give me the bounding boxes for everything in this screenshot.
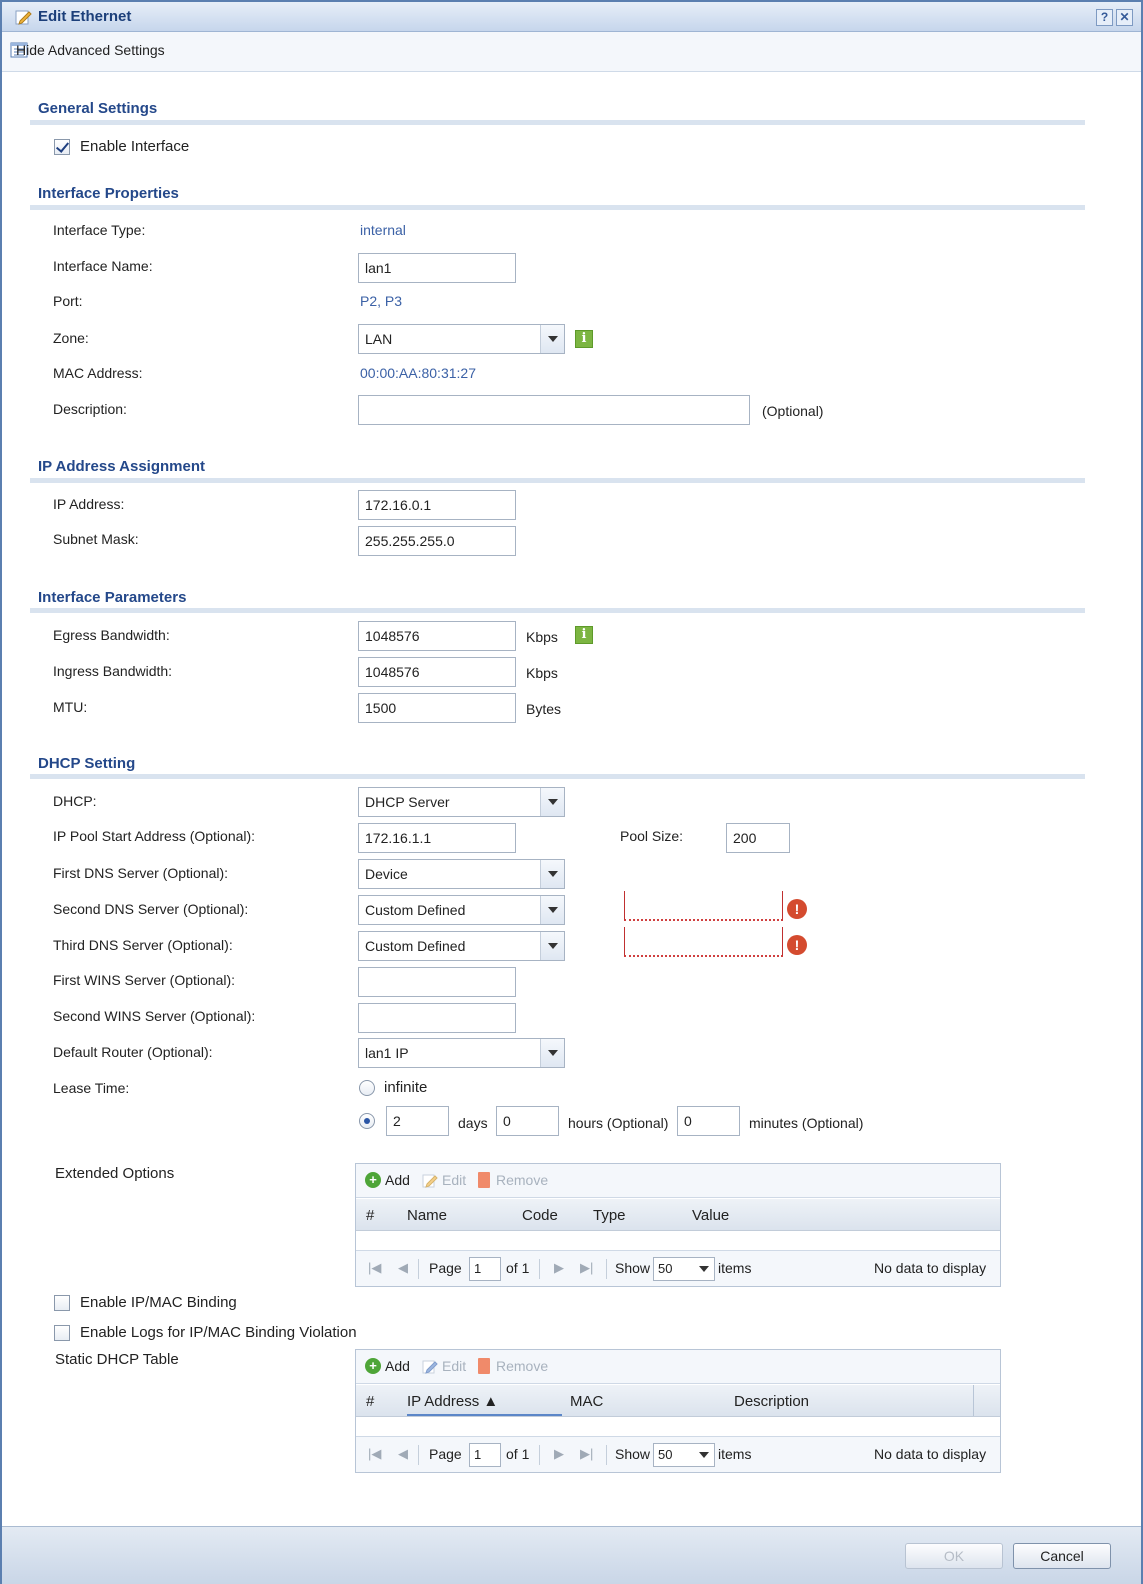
dhcp-mode-value: DHCP Server <box>365 794 450 810</box>
edit-icon <box>422 1172 438 1188</box>
chevron-down-icon <box>540 1039 564 1067</box>
mtu-label: MTU: <box>53 699 88 715</box>
items-label: items <box>718 1260 752 1276</box>
hide-advanced-settings-button[interactable] <box>10 42 165 58</box>
edit-button[interactable] <box>422 1172 466 1188</box>
items-label: items <box>718 1446 752 1462</box>
table-pager <box>356 1436 1000 1472</box>
section-divider <box>30 608 1085 613</box>
pool-size-label: Pool Size: <box>620 828 684 844</box>
column-divider <box>973 1385 974 1416</box>
chevron-down-icon <box>540 860 564 888</box>
egress-unit: Kbps <box>526 629 558 645</box>
separator <box>606 1445 607 1465</box>
add-label: Add <box>385 1172 410 1188</box>
column-header[interactable]: # <box>366 1207 375 1224</box>
pool-start-label: IP Pool Start Address (Optional): <box>53 828 256 844</box>
third-dns-label: Third DNS Server (Optional): <box>53 937 233 953</box>
dhcp-setting-heading: DHCP Setting <box>38 755 136 772</box>
lease-hours-field[interactable]: 0 <box>496 1106 559 1136</box>
general-settings-heading: General Settings <box>38 100 158 117</box>
pool-start-field[interactable]: 172.16.1.1 <box>358 823 516 853</box>
remove-button[interactable] <box>478 1358 548 1374</box>
column-header[interactable]: Name <box>407 1207 448 1224</box>
mac-address-value: 00:00:AA:80:31:27 <box>360 365 476 381</box>
prev-page-icon[interactable]: ◀ <box>398 1446 408 1461</box>
third-dns-select[interactable] <box>358 931 565 961</box>
second-dns-value: Custom Defined <box>365 902 466 918</box>
add-icon: + <box>365 1172 381 1188</box>
interface-parameters-heading: Interface Parameters <box>38 589 187 606</box>
egress-bandwidth-label: Egress Bandwidth: <box>53 627 170 643</box>
lease-infinite-radio[interactable] <box>359 1080 375 1096</box>
first-dns-label: First DNS Server (Optional): <box>53 865 229 881</box>
mtu-field[interactable]: 1500 <box>358 693 516 723</box>
second-dns-select[interactable] <box>358 895 565 925</box>
lease-time-label: Lease Time: <box>53 1080 130 1096</box>
subnet-mask-field[interactable]: 255.255.255.0 <box>358 526 516 556</box>
page-size-select[interactable] <box>653 1257 715 1281</box>
empty-label: No data to display <box>874 1446 987 1462</box>
page-size-select[interactable] <box>653 1443 715 1467</box>
page-of-label: of 1 <box>506 1260 530 1276</box>
dialog-footer <box>2 1526 1141 1584</box>
mac-address-label: MAC Address: <box>53 365 143 381</box>
remove-button[interactable] <box>478 1172 548 1188</box>
help-icon: ? <box>1100 10 1109 24</box>
help-button[interactable] <box>1096 9 1113 26</box>
close-icon: ✕ <box>1119 10 1130 24</box>
hide-advanced-settings-label: Hide Advanced Settings <box>16 42 165 58</box>
enable-interface-label: Enable Interface <box>80 138 190 155</box>
chevron-down-icon <box>540 932 564 960</box>
edit-label: Edit <box>442 1172 467 1188</box>
interface-name-field[interactable]: lan1 <box>358 253 516 283</box>
lease-hours-label: hours (Optional) <box>568 1115 669 1131</box>
trash-icon <box>478 1358 490 1374</box>
zone-select-value: LAN <box>365 331 393 347</box>
page-number-field[interactable]: 1 <box>469 1443 501 1467</box>
next-page-icon[interactable]: ▶ <box>554 1260 564 1275</box>
trash-icon <box>478 1172 490 1188</box>
section-divider <box>30 120 1085 125</box>
third-dns-custom-field[interactable] <box>624 927 783 957</box>
first-page-icon[interactable]: |◀ <box>368 1260 382 1275</box>
remove-label: Remove <box>496 1172 549 1188</box>
ip-address-field[interactable]: 172.16.0.1 <box>358 490 516 520</box>
title-bar <box>2 2 1141 32</box>
page-label: Page <box>429 1446 462 1462</box>
table-pager <box>356 1250 1000 1286</box>
description-field[interactable] <box>358 395 750 425</box>
dhcp-mode-select[interactable] <box>358 787 565 817</box>
default-router-label: Default Router (Optional): <box>53 1044 213 1060</box>
lease-minutes-label: minutes (Optional) <box>749 1115 864 1131</box>
add-icon: + <box>365 1358 381 1374</box>
edit-button[interactable] <box>422 1358 466 1374</box>
first-dns-value: Device <box>365 866 408 882</box>
ingress-bandwidth-label: Ingress Bandwidth: <box>53 663 173 679</box>
show-label: Show <box>615 1260 651 1276</box>
enable-ip-mac-binding-label: Enable IP/MAC Binding <box>80 1294 237 1311</box>
page-number-field[interactable]: 1 <box>469 1257 501 1281</box>
zone-select[interactable] <box>358 324 565 354</box>
second-dns-custom-field[interactable] <box>624 891 783 921</box>
separator <box>539 1259 540 1279</box>
lease-days-field[interactable]: 2 <box>386 1106 449 1136</box>
port-label: Port: <box>53 293 83 309</box>
separator <box>418 1445 419 1465</box>
separator <box>418 1259 419 1279</box>
egress-bandwidth-field[interactable]: 1048576 <box>358 621 516 651</box>
error-icon: ! <box>787 935 807 955</box>
second-wins-label: Second WINS Server (Optional): <box>53 1008 256 1024</box>
static-dhcp-table <box>355 1349 1001 1473</box>
info-icon[interactable]: i <box>575 330 593 348</box>
default-router-select[interactable] <box>358 1038 565 1068</box>
chevron-down-icon <box>540 896 564 924</box>
lease-custom-radio[interactable] <box>359 1113 375 1129</box>
show-label: Show <box>615 1446 651 1462</box>
page-of-label: of 1 <box>506 1446 530 1462</box>
ingress-unit: Kbps <box>526 665 558 681</box>
port-value: P2, P3 <box>360 293 403 309</box>
third-dns-value: Custom Defined <box>365 938 466 954</box>
extended-options-table <box>355 1163 1001 1287</box>
enable-interface-checkbox[interactable] <box>54 139 70 155</box>
ok-button[interactable]: OK <box>905 1543 1003 1569</box>
section-divider <box>30 478 1085 483</box>
table-header <box>356 1385 1000 1417</box>
add-button[interactable] <box>365 1358 410 1374</box>
chevron-down-icon <box>540 788 564 816</box>
separator <box>606 1259 607 1279</box>
chevron-down-icon <box>540 325 564 353</box>
table-header <box>356 1199 1000 1231</box>
description-label: Description: <box>53 401 127 417</box>
ingress-bandwidth-field[interactable]: 1048576 <box>358 657 516 687</box>
edit-label: Edit <box>442 1358 467 1374</box>
zone-label: Zone: <box>53 330 89 346</box>
cancel-button[interactable]: Cancel <box>1013 1543 1111 1569</box>
column-header[interactable]: Description <box>734 1393 810 1410</box>
last-page-icon[interactable]: ▶| <box>580 1446 594 1461</box>
column-header[interactable]: Value <box>692 1207 730 1224</box>
prev-page-icon[interactable]: ◀ <box>398 1260 408 1275</box>
column-header[interactable]: # <box>366 1393 375 1410</box>
description-optional-hint: (Optional) <box>762 403 824 419</box>
column-header[interactable]: Code <box>522 1207 558 1224</box>
first-wins-label: First WINS Server (Optional): <box>53 972 236 988</box>
default-router-value: lan1 IP <box>365 1045 409 1061</box>
last-page-icon[interactable]: ▶| <box>580 1260 594 1275</box>
interface-type-value: internal <box>360 222 406 238</box>
mtu-unit: Bytes <box>526 701 562 717</box>
second-wins-field[interactable] <box>358 1003 516 1033</box>
pool-size-field[interactable]: 200 <box>726 823 790 853</box>
subnet-mask-label: Subnet Mask: <box>53 531 139 547</box>
next-page-icon[interactable]: ▶ <box>554 1446 564 1461</box>
section-divider <box>30 774 1085 779</box>
add-label: Add <box>385 1358 410 1374</box>
enable-binding-logs-label: Enable Logs for IP/MAC Binding Violation <box>80 1324 357 1341</box>
dialog-title: Edit Ethernet <box>38 8 132 25</box>
page-label: Page <box>429 1260 462 1276</box>
close-button[interactable] <box>1116 9 1133 26</box>
enable-ip-mac-binding-checkbox[interactable] <box>54 1295 70 1311</box>
add-button[interactable] <box>365 1172 410 1188</box>
lease-infinite-label: infinite <box>384 1079 428 1096</box>
dialog-toolbar <box>2 32 1141 72</box>
extended-options-label: Extended Options <box>55 1165 175 1182</box>
column-header-sorted[interactable]: IP Address ▲ <box>407 1393 562 1416</box>
table-toolbar <box>356 1164 1000 1198</box>
section-divider <box>30 205 1085 210</box>
remove-label: Remove <box>496 1358 549 1374</box>
pencil-icon <box>14 8 32 26</box>
enable-binding-logs-checkbox[interactable] <box>54 1325 70 1341</box>
first-wins-field[interactable] <box>358 967 516 997</box>
lease-minutes-field[interactable]: 0 <box>677 1106 740 1136</box>
ip-address-label: IP Address: <box>53 496 125 512</box>
column-header[interactable]: MAC <box>570 1393 604 1410</box>
column-header[interactable]: Type <box>593 1207 626 1224</box>
first-page-icon[interactable]: |◀ <box>368 1446 382 1461</box>
separator <box>539 1445 540 1465</box>
info-icon[interactable]: i <box>575 626 593 644</box>
dhcp-label: DHCP: <box>53 793 97 809</box>
page-size-value: 50 <box>658 1447 673 1462</box>
page-size-value: 50 <box>658 1261 673 1276</box>
edit-icon <box>422 1358 438 1374</box>
static-dhcp-table-label: Static DHCP Table <box>55 1351 179 1368</box>
empty-label: No data to display <box>874 1260 987 1276</box>
error-icon: ! <box>787 899 807 919</box>
interface-properties-heading: Interface Properties <box>38 185 179 202</box>
chevron-down-icon <box>699 1452 709 1458</box>
chevron-down-icon <box>699 1266 709 1272</box>
second-dns-label: Second DNS Server (Optional): <box>53 901 249 917</box>
interface-name-label: Interface Name: <box>53 258 153 274</box>
first-dns-select[interactable] <box>358 859 565 889</box>
table-toolbar <box>356 1350 1000 1384</box>
ip-address-assignment-heading: IP Address Assignment <box>38 458 205 475</box>
lease-days-label: days <box>458 1115 488 1131</box>
interface-type-label: Interface Type: <box>53 222 146 238</box>
